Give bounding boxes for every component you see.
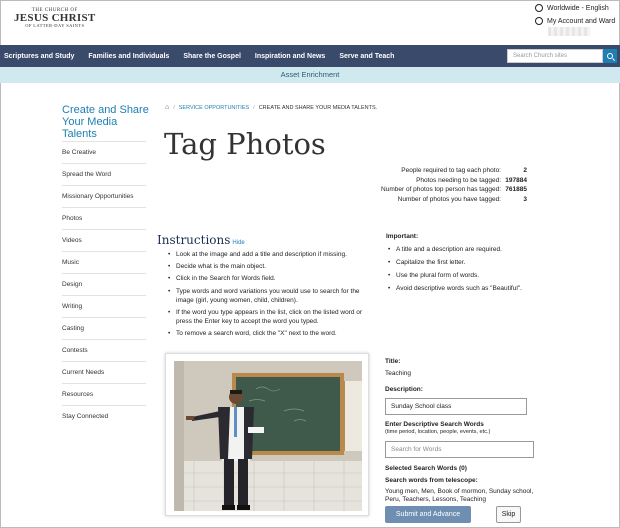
breadcrumb-current: CREATE AND SHARE YOUR MEDIA TALENTS.: [258, 104, 378, 111]
page-title: Tag Photos: [164, 127, 326, 161]
instruction-item: • Look at the image and add a title and description if missing.: [168, 251, 373, 260]
globe-icon: [535, 4, 543, 12]
breadcrumb-separator: /: [173, 104, 175, 111]
nav-item-families[interactable]: Families and Individuals: [88, 52, 170, 60]
important-item: • Avoid descriptive words such as "Beautiful".: [386, 284, 546, 293]
sidebar-item-casting[interactable]: Casting: [62, 317, 146, 339]
sidebar-item-contests[interactable]: Contests: [62, 339, 146, 361]
sidebar-item-missionary[interactable]: Missionary Opportunities: [62, 185, 146, 207]
instructions-heading: [157, 233, 245, 247]
stat-value: 2: [523, 167, 527, 174]
nav-item-share-gospel[interactable]: Share the Gospel: [183, 52, 241, 60]
telescope-label: Search words from telescope:: [385, 477, 478, 484]
instructions-title: Instructions: [157, 233, 231, 247]
logo-line-2: JESUS CHRIST: [14, 12, 96, 24]
breadcrumb: [165, 104, 377, 111]
title-label: Title:: [385, 358, 401, 365]
sidebar-item-videos[interactable]: Videos: [62, 229, 146, 251]
hide-instructions-link[interactable]: Hide: [232, 240, 245, 246]
sidebar-item-photos[interactable]: Photos: [62, 207, 146, 229]
instruction-item: • Click in the Search for Words field.: [168, 275, 373, 284]
redacted-username: [548, 27, 590, 36]
language-label: Worldwide - English: [547, 4, 609, 12]
stat-label: Number of photos top person has tagged:: [381, 186, 501, 194]
stat-value: 761885: [505, 186, 527, 194]
stat-row: [340, 195, 527, 205]
sidebar-item-design[interactable]: Design: [62, 273, 146, 295]
description-field[interactable]: Sunday School class: [385, 398, 527, 415]
tagging-stats: [340, 166, 527, 204]
stat-label: Number of photos you have tagged:: [397, 195, 501, 203]
search-icon: [607, 53, 613, 59]
stat-value: 3: [523, 195, 527, 203]
photo-card: [165, 353, 369, 516]
stat-label: People required to tag each photo:: [401, 167, 501, 174]
nav-item-scriptures[interactable]: Scriptures and Study: [4, 52, 75, 60]
submit-advance-button[interactable]: Submit and Advance: [385, 506, 471, 523]
selected-words-label: Selected Search Words (0): [385, 465, 467, 472]
sidebar-item-stay-connected[interactable]: Stay Connected: [62, 405, 146, 427]
search-words-hint: (time period, location, people, events, etc.): [385, 429, 491, 435]
stat-value: 197884: [505, 176, 527, 184]
title-value: Teaching: [385, 370, 412, 377]
site-search-input[interactable]: Search Church sites: [507, 49, 603, 63]
sidebar-nav: [62, 141, 146, 427]
stat-row: [340, 166, 527, 176]
logo-line-3: OF LATTER-DAY SAINTS: [25, 23, 85, 28]
important-list: [386, 245, 546, 297]
account-menu[interactable]: [535, 17, 615, 25]
sidebar-title[interactable]: Create and Share Your Media Talents: [62, 104, 149, 140]
sidebar-item-writing[interactable]: Writing: [62, 295, 146, 317]
instruction-item: • To remove a search word, click the "X" next to the word.: [168, 330, 373, 339]
important-heading: Important:: [386, 233, 419, 240]
stat-row: [340, 185, 527, 195]
sidebar-item-be-creative[interactable]: Be Creative: [62, 141, 146, 163]
user-icon: [535, 17, 543, 25]
nav-item-inspiration[interactable]: Inspiration and News: [254, 52, 326, 60]
instructions-list: [168, 251, 373, 342]
instruction-item: • Type words and word variations you would use to search for the image (girl, young women, child, children).: [168, 288, 373, 306]
language-selector[interactable]: [535, 4, 609, 12]
sidebar-item-current-needs[interactable]: Current Needs: [62, 361, 146, 383]
search-words-input[interactable]: Search for Words: [385, 441, 534, 458]
important-item: • A title and a description are required.: [386, 245, 546, 254]
important-item: • Use the plural form of words.: [386, 271, 546, 280]
search-words-label: Enter Descriptive Search Words: [385, 421, 484, 428]
sidebar-item-music[interactable]: Music: [62, 251, 146, 273]
sidebar-item-spread-word[interactable]: Spread the Word: [62, 163, 146, 185]
breadcrumb-link[interactable]: SERVICE OPPORTUNITIES: [178, 104, 250, 111]
breadcrumb-separator: /: [253, 104, 255, 111]
section-bar: Asset Enrichment: [0, 67, 620, 83]
teacher-photo-illustration: [174, 361, 362, 511]
instruction-item: • If the word you type appears in the list, click on the listed word or press the Enter key to accept the word you typed.: [168, 309, 373, 327]
home-icon[interactable]: ⌂: [165, 104, 170, 111]
description-label: Description:: [385, 386, 423, 393]
account-label: My Account and Ward: [547, 17, 616, 25]
photo-to-tag: [174, 361, 362, 511]
stat-row: [340, 176, 527, 186]
stat-label: Photos needing to be tagged:: [416, 176, 501, 184]
skip-button[interactable]: Skip: [496, 506, 521, 523]
instruction-item: • Decide what is the main object.: [168, 263, 373, 272]
nav-item-serve-teach[interactable]: Serve and Teach: [339, 52, 395, 60]
sidebar-item-resources[interactable]: Resources: [62, 383, 146, 405]
search-button[interactable]: [603, 49, 617, 63]
church-logo[interactable]: [14, 8, 96, 29]
telescope-words: Young men, Men, Book of mormon, Sunday school, Peru, Teachers, Lessons, Teaching: [385, 488, 534, 503]
important-item: • Capitalize the first letter.: [386, 258, 546, 267]
main-nav: [0, 45, 620, 67]
logo-line-1: THE CHURCH OF: [31, 8, 78, 13]
